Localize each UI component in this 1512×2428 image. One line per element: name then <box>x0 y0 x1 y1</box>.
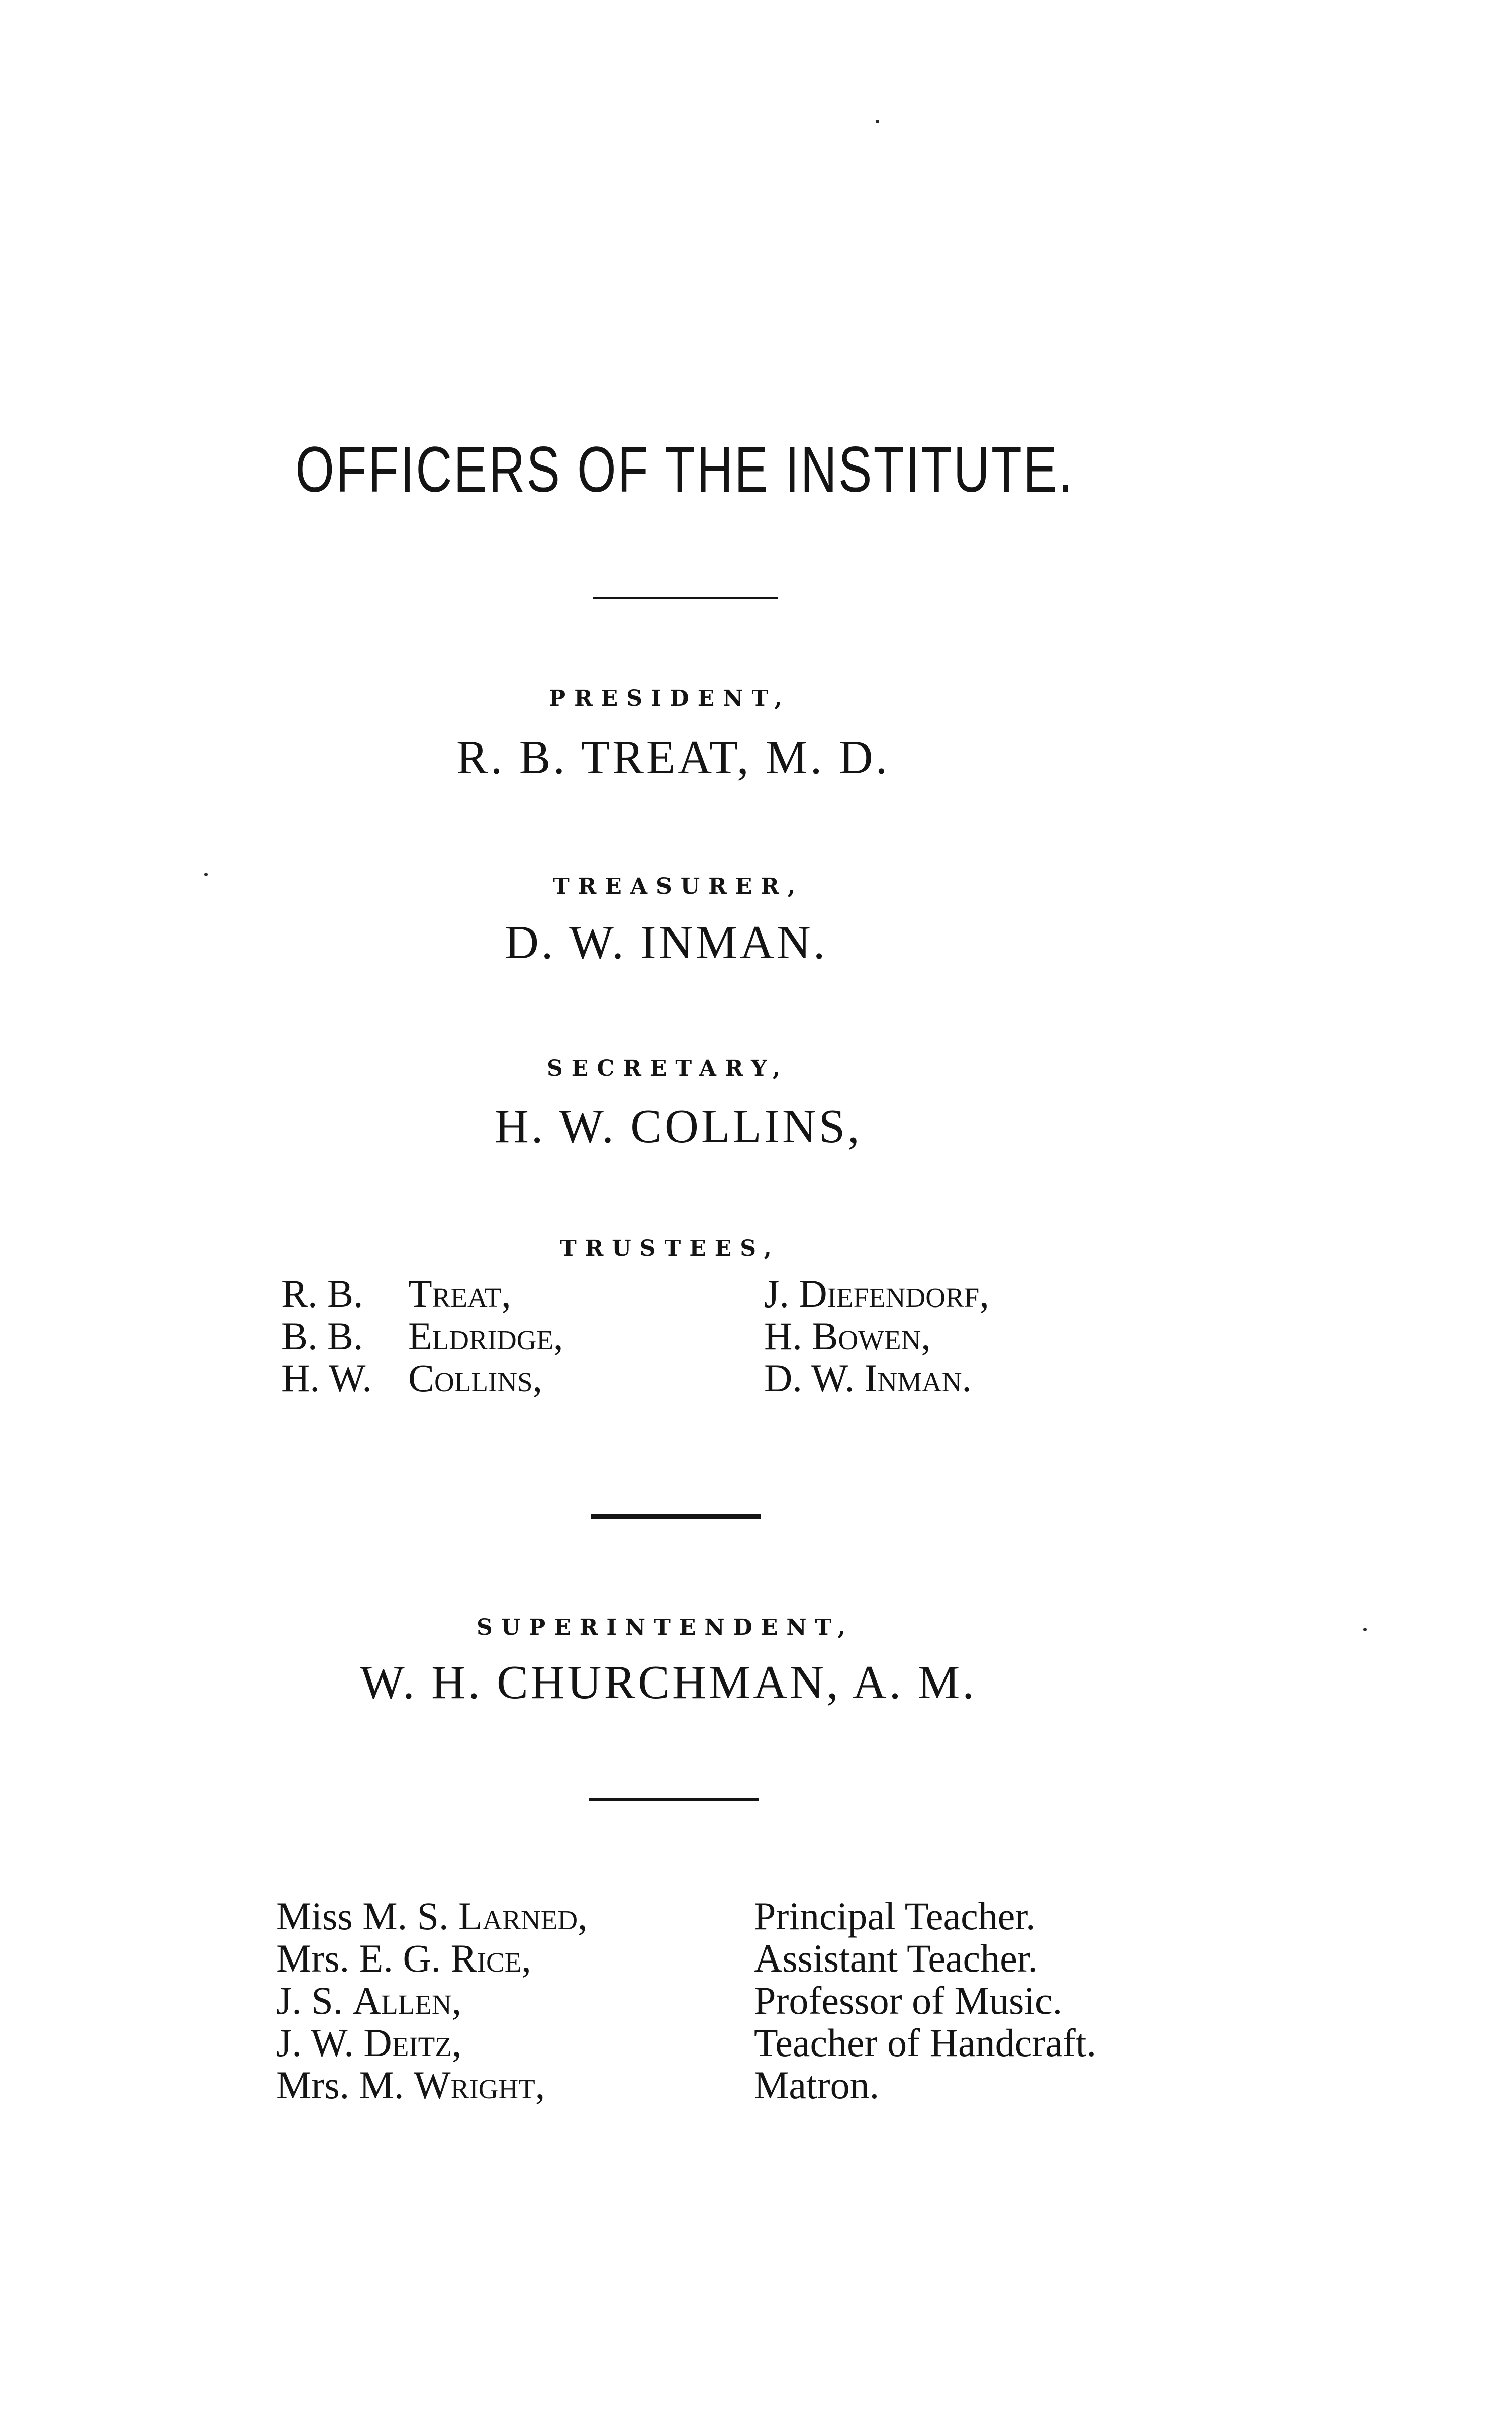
trustee-entry <box>764 1315 989 1357</box>
superintendent-name: W. H. CHURCHMAN, A. M. <box>360 1656 977 1709</box>
divider-thick <box>591 1514 761 1519</box>
secretary-name: H. W. COLLINS, <box>495 1100 862 1153</box>
staff-role: Principal Teacher. <box>754 1894 1036 1938</box>
staff-name <box>276 2022 588 2064</box>
trustees-heading: TRUSTEES, <box>560 1236 780 1261</box>
superintendent-heading: SUPERINTENDENT, <box>477 1615 854 1640</box>
trustee-initials: R. B. <box>281 1272 363 1316</box>
staff-role: Assistant Teacher. <box>754 1936 1038 1980</box>
staff-surname: Larned, <box>458 1894 588 1938</box>
staff-name <box>276 2064 588 2106</box>
trustee-surname: Treat, <box>408 1272 511 1316</box>
treasurer-heading: TREASURER, <box>553 874 804 899</box>
trustees-left-column <box>281 1273 563 1399</box>
president-heading: PRESIDENT, <box>549 686 791 711</box>
staff-surname: Wright, <box>414 2063 545 2107</box>
staff-name <box>276 1937 588 1980</box>
trustee-initials: D. W. <box>764 1356 855 1400</box>
trustee-entry <box>281 1273 563 1315</box>
staff-names-column <box>276 1895 588 2106</box>
divider-short <box>593 597 778 599</box>
staff-surname: Deitz, <box>363 2021 462 2065</box>
staff-prefix: Mrs. E. G. <box>276 1936 441 1980</box>
staff-surname: Allen, <box>352 1979 462 2022</box>
print-speck <box>1363 1628 1367 1631</box>
trustee-surname: Inman. <box>864 1356 972 1400</box>
trustee-entry <box>281 1357 563 1399</box>
page-title: OFFICERS OF THE INSTITUTE. <box>295 434 1074 506</box>
staff-prefix: Miss M. S. <box>276 1894 449 1938</box>
divider-thick <box>589 1798 759 1801</box>
trustee-initials: H. <box>764 1314 802 1358</box>
staff-name <box>276 1895 588 1937</box>
staff-roles-column <box>754 1895 1096 2106</box>
trustee-surname: Bowen, <box>812 1314 931 1358</box>
trustee-initials: B. B. <box>281 1314 363 1358</box>
trustee-surname: Collins, <box>408 1356 543 1400</box>
print-speck <box>876 120 879 123</box>
staff-prefix: J. S. <box>276 1979 343 2022</box>
staff-role: Matron. <box>754 2063 880 2107</box>
staff-prefix: Mrs. M. <box>276 2063 404 2107</box>
trustee-initials: J. <box>764 1272 789 1316</box>
trustee-entry <box>281 1315 563 1357</box>
staff-role: Teacher of Handcraft. <box>754 2021 1096 2065</box>
trustee-surname: Diefendorf, <box>799 1272 989 1316</box>
trustee-initials: H. W. <box>281 1356 372 1400</box>
trustee-entry <box>764 1357 989 1399</box>
staff-surname: Rice, <box>450 1936 531 1980</box>
trustee-entry <box>764 1273 989 1315</box>
staff-name <box>276 1980 588 2022</box>
print-speck <box>204 873 208 876</box>
staff-role: Professor of Music. <box>754 1979 1063 2022</box>
treasurer-name: D. W. INMAN. <box>505 916 828 969</box>
secretary-heading: SECRETARY, <box>547 1056 789 1081</box>
president-name: R. B. TREAT, M. D. <box>456 731 890 784</box>
trustees-right-column <box>764 1273 989 1399</box>
trustee-surname: Eldridge, <box>408 1314 563 1358</box>
staff-prefix: J. W. <box>276 2021 354 2065</box>
